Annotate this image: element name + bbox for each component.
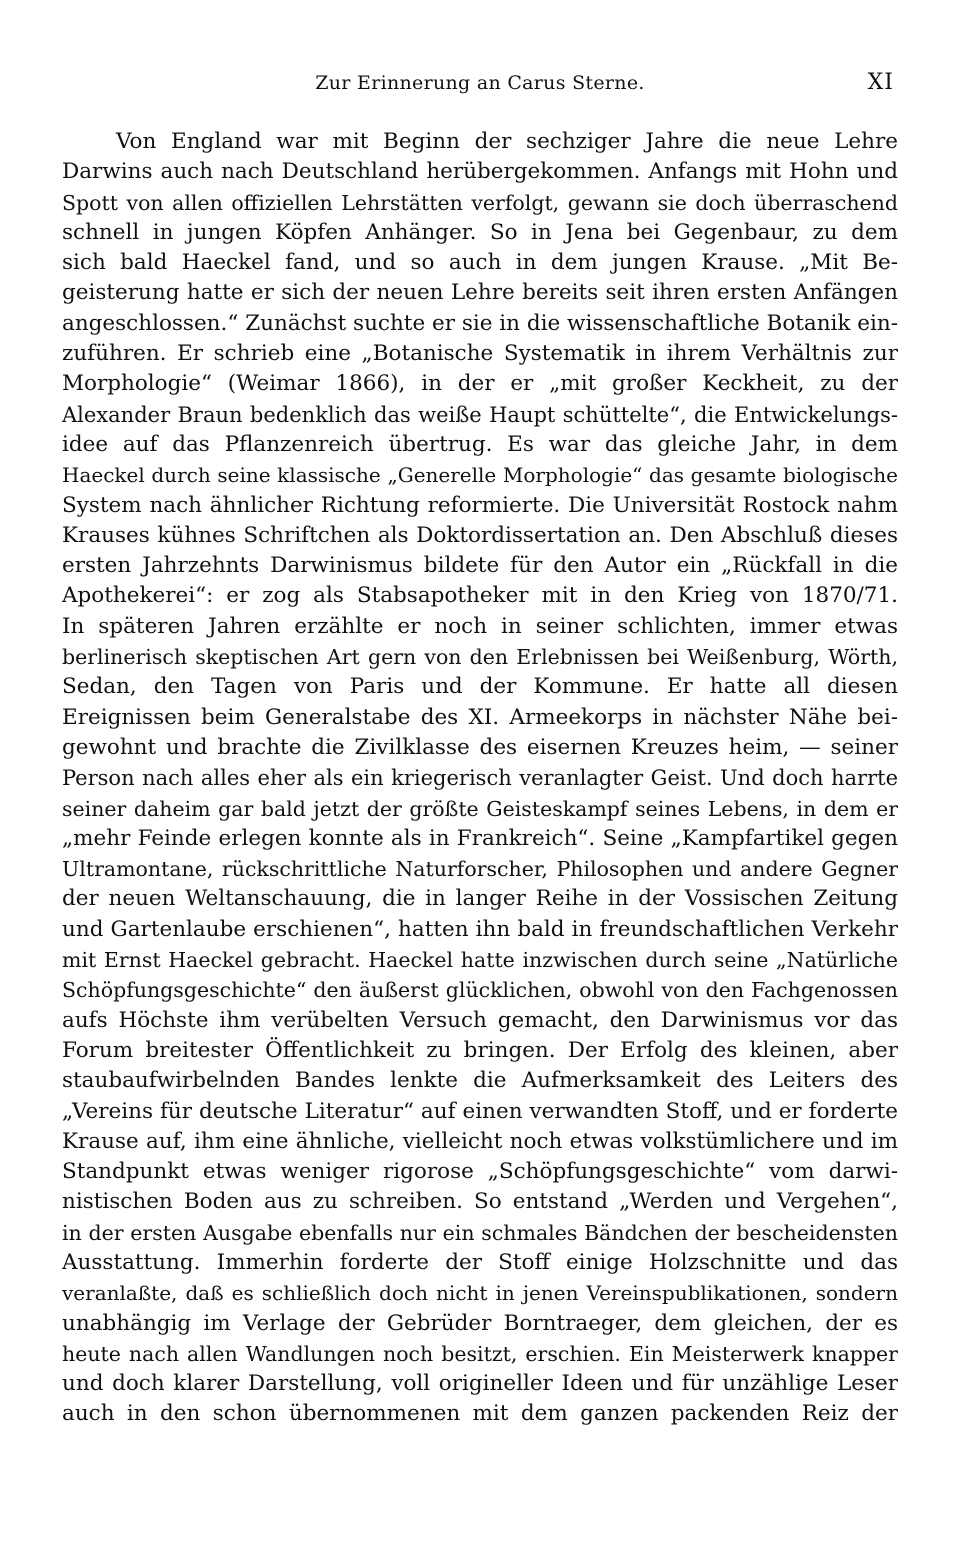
text-line: gewohnt und brachte die Zivilklasse des eisernen Kreuzes heim, — seiner — [62, 734, 898, 760]
text-line: Ereignissen beim Generalstabe des XI. Armeekorps in nächster Nähe bei- — [62, 704, 898, 730]
text-line: mit Ernst Haeckel gebracht. Haeckel hatte inzwischen durch seine „Natürliche — [62, 948, 898, 973]
text-line: In späteren Jahren erzählte er noch in seiner schlichten, immer etwas — [62, 613, 898, 639]
text-line: schnell in jungen Köpfen Anhänger. So in Jena bei Gegenbaur, zu dem — [62, 219, 898, 245]
text-line: ersten Jahrzehnts Darwinismus bildete für den Autor ein „Rückfall in die — [62, 553, 898, 579]
text-line: angeschlossen.“ Zunächst suchte er sie in die wissenschaftliche Botanik ein- — [62, 310, 898, 336]
text-line: Alexander Braun bedenklich das weiße Haupt schüttelte“, die Entwickelungs- — [62, 402, 898, 427]
text-line: heute nach allen Wandlungen noch besitzt, erschien. Ein Meisterwerk knapper — [62, 1341, 898, 1366]
text-line: Morphologie“ (Weimar 1866), in der er „mit großer Keckheit, zu der — [62, 371, 898, 397]
text-line: Ausstattung. Immerhin forderte der Stoff einige Holzschnitte und das — [62, 1249, 898, 1275]
running-title: Zur Erinnerung an Carus Sterne. — [315, 72, 645, 94]
text-line: staubaufwirbelnden Bandes lenkte die Aufmerksamkeit des Leiters des — [62, 1068, 898, 1094]
text-line: seiner daheim gar bald jetzt der größte Geisteskampf seines Lebens, in dem er — [62, 796, 898, 821]
text-line: System nach ähnlicher Richtung reformierte. Die Universität Rostock nahm — [62, 492, 898, 518]
text-line: sich bald Haeckel fand, und so auch in dem jungen Krause. „Mit Be- — [62, 250, 898, 276]
text-line: und doch klarer Darstellung, voll origineller Ideen und für unzählige Leser — [62, 1371, 898, 1397]
text-line: Apothekerei“: er zog als Stabsapotheker mit in den Krieg von 1870/71. — [62, 583, 898, 609]
text-line: Forum breitester Öffentlichkeit zu bringen. Der Erfolg des kleinen, aber — [62, 1037, 898, 1063]
text-line: Krause auf, ihm eine ähnliche, vielleicht noch etwas volkstümlichere und im — [62, 1128, 898, 1154]
text-line: Haeckel durch seine klassische „Generelle Morphologie“ das gesamte biologische — [62, 463, 898, 488]
text-line: Sedan, den Tagen von Paris und der Kommune. Er hatte all diesen — [62, 674, 898, 700]
text-line: Krauses kühnes Schriftchen als Doktordissertation an. Den Abschluß dieses — [62, 522, 898, 548]
text-line: aufs Höchste ihm verübelten Versuch gemacht, den Darwinismus vor das — [62, 1007, 898, 1033]
text-line: Schöpfungsgeschichte“ den äußerst glücklichen, obwohl von den Fachgenossen — [62, 978, 898, 1003]
body-paragraph — [62, 127, 898, 1430]
text-line: und Gartenlaube erschienen“, hatten ihn bald in freundschaftlichen Verkehr — [62, 916, 898, 942]
text-line: Person nach alles eher als ein kriegerisch veranlagter Geist. Und doch harrte — [62, 766, 898, 791]
text-line: veranlaßte, daß es schließlich doch nicht in jenen Vereinspublikationen, sondern — [62, 1281, 898, 1306]
text-line: Ultramontane, rückschrittliche Naturforscher, Philosophen und andere Gegner — [62, 857, 898, 882]
text-line: idee auf das Pflanzenreich übertrug. Es war das gleiche Jahr, in dem — [62, 431, 898, 457]
text-line: berlinerisch skeptischen Art gern von den Erlebnissen bei Weißenburg, Wörth, — [62, 645, 898, 670]
text-line: Von England war mit Beginn der sechziger Jahre die neue Lehre — [116, 129, 898, 154]
page-number: XI — [867, 70, 894, 95]
text-line: „Vereins für deutsche Literatur“ auf einen verwandten Stoff, und er forderte — [62, 1098, 898, 1124]
text-line: Spott von allen offiziellen Lehrstätten verfolgt, gewann sie doch überraschend — [62, 190, 898, 215]
text-line: Standpunkt etwas weniger rigorose „Schöpfungsgeschichte“ vom darwi- — [62, 1159, 898, 1185]
text-line: „mehr Feinde erlegen konnte als in Frankreich“. Seine „Kampfartikel gegen — [62, 825, 898, 851]
text-line: in der ersten Ausgabe ebenfalls nur ein schmales Bändchen der bescheidensten — [62, 1220, 898, 1245]
running-head — [60, 70, 900, 106]
text-line: unabhängig im Verlage der Gebrüder Borntraeger, dem gleichen, der es — [62, 1310, 898, 1336]
text-line: auch in den schon übernommenen mit dem ganzen packenden Reiz der — [62, 1401, 898, 1427]
text-line: der neuen Weltanschauung, die in langer Reihe in der Vossischen Zeitung — [62, 886, 898, 912]
text-line: nistischen Boden aus zu schreiben. So entstand „Werden und Vergehen“, — [62, 1189, 898, 1215]
text-line: geisterung hatte er sich der neuen Lehre bereits seit ihren ersten Anfängen — [62, 280, 898, 306]
text-line: zuführen. Er schrieb eine „Botanische Systematik in ihrem Verhältnis zur — [62, 341, 898, 367]
text-line: Darwins auch nach Deutschland herübergekommen. Anfangs mit Hohn und — [62, 159, 898, 185]
